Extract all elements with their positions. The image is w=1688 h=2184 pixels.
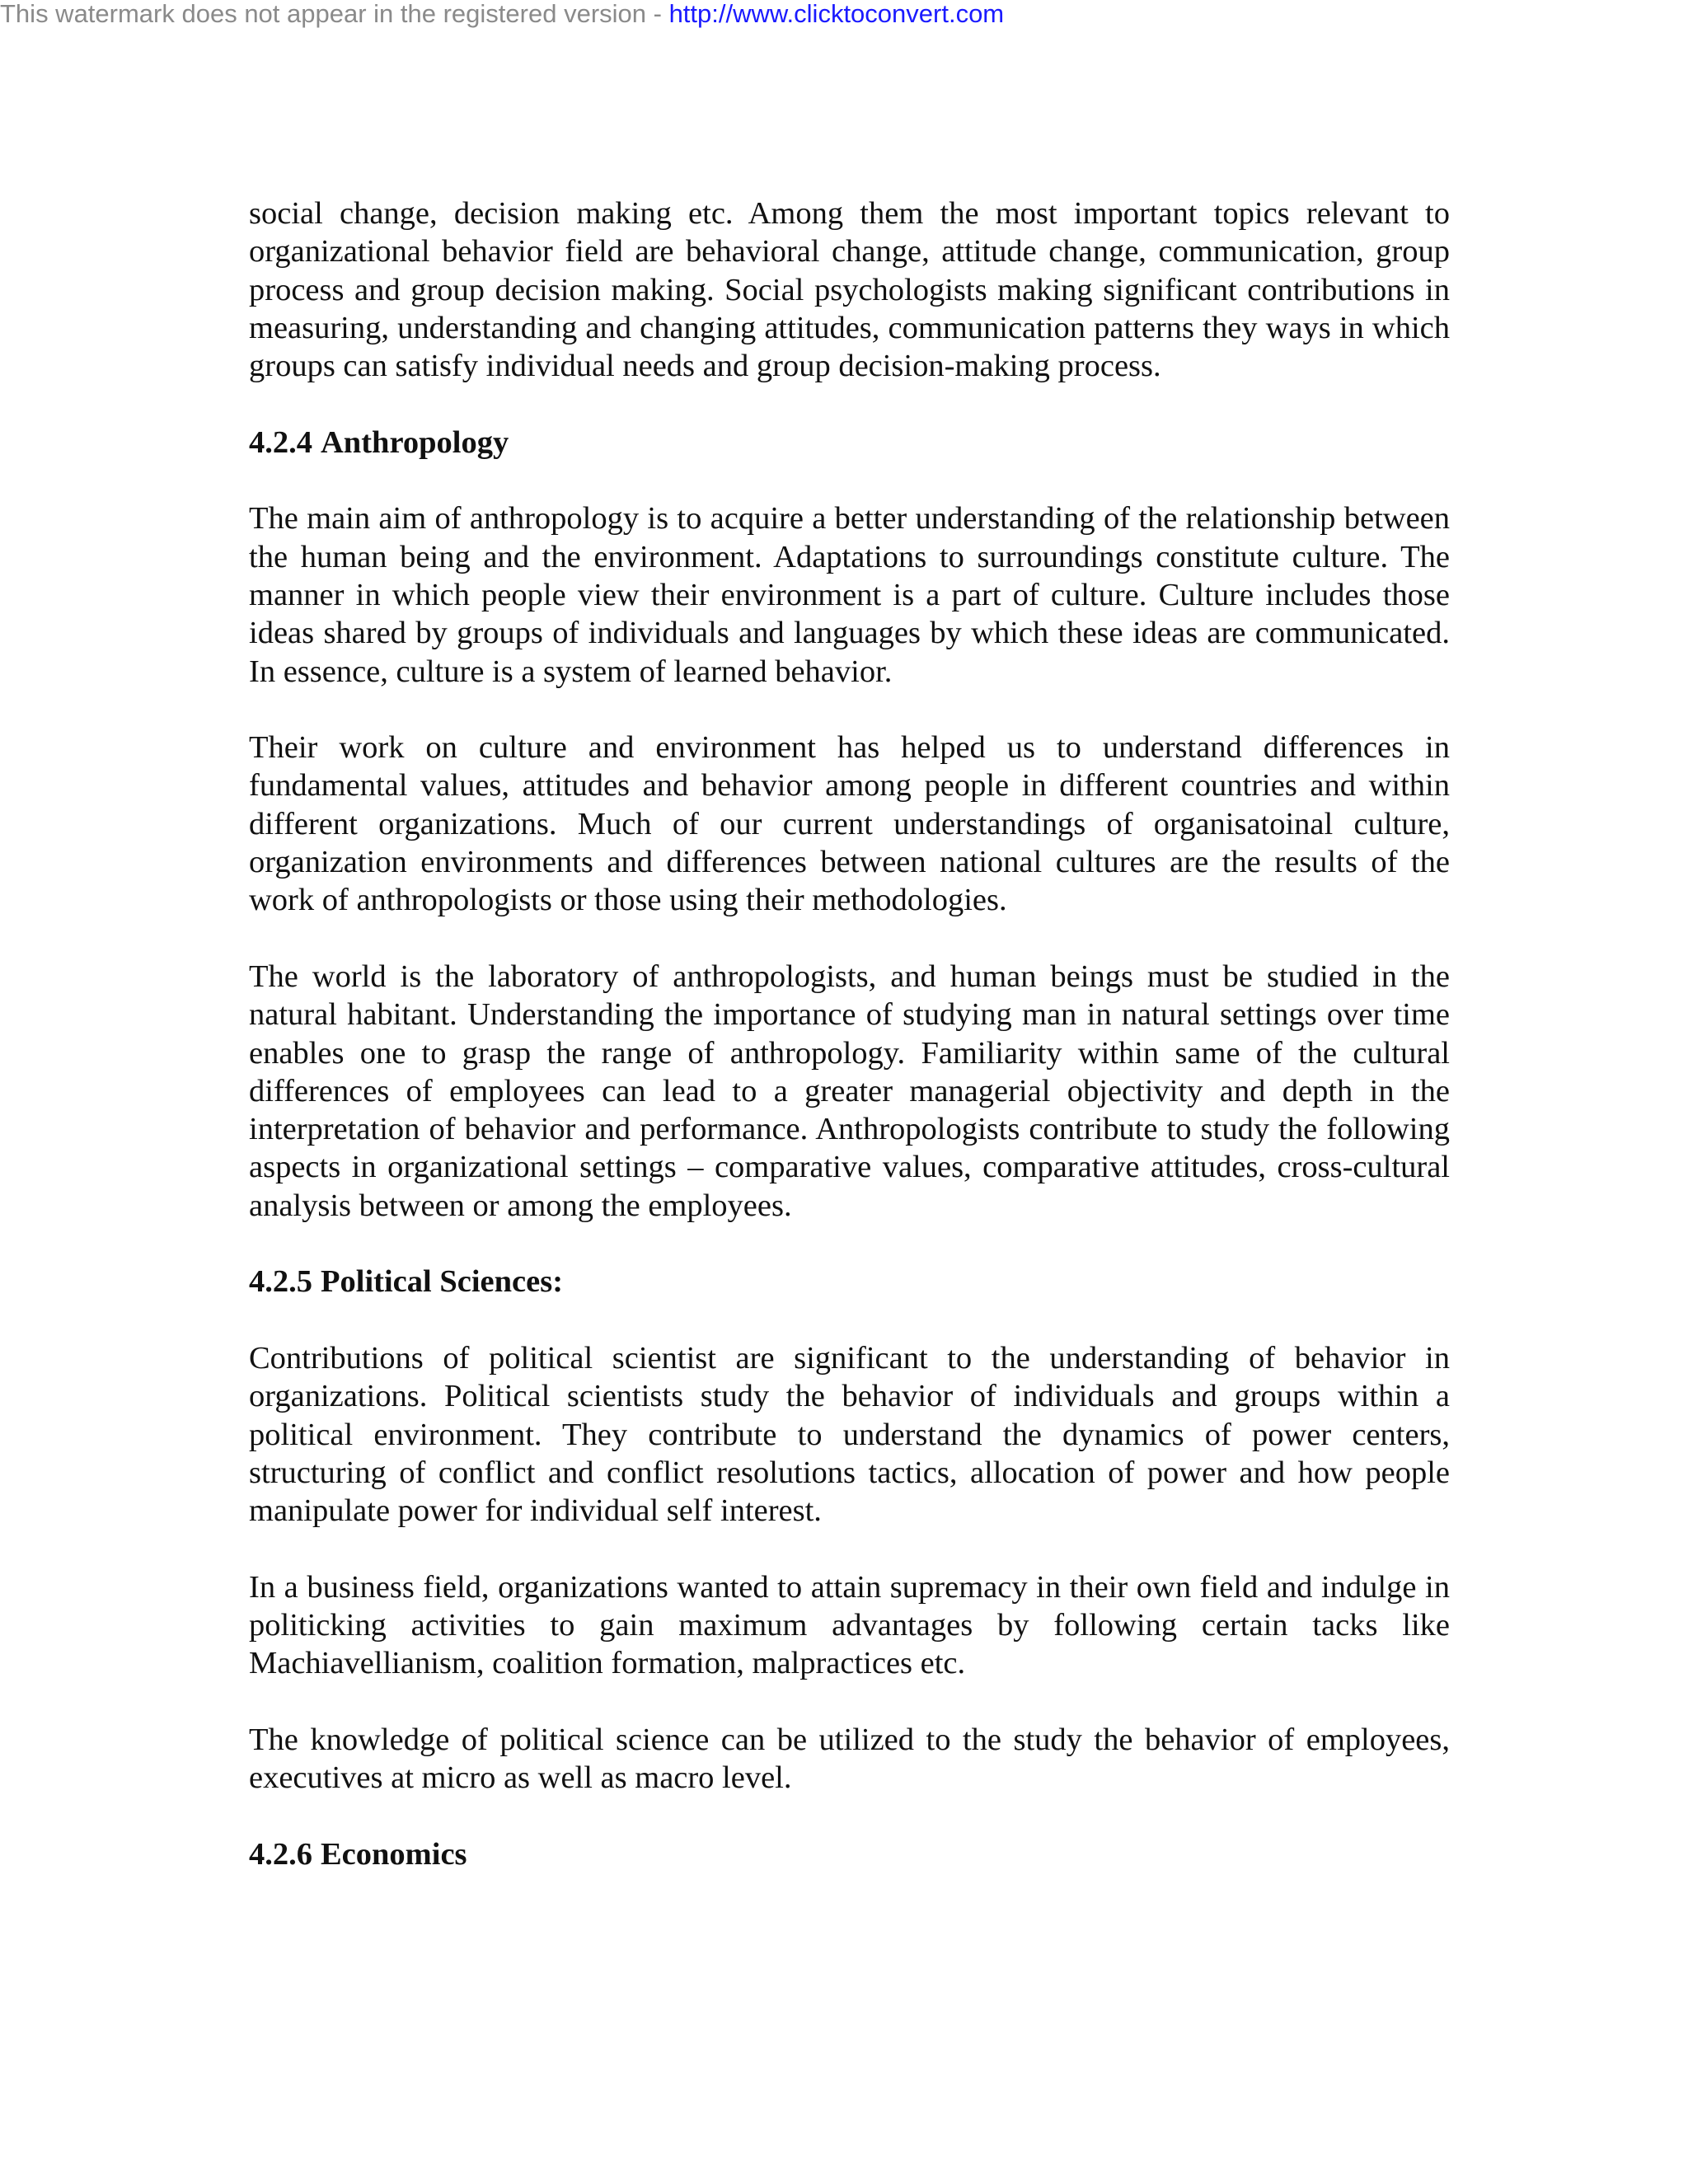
watermark-link[interactable]: http://www.clicktoconvert.com xyxy=(668,0,1005,28)
section-title: Anthropology xyxy=(321,424,509,460)
section-heading-anthropology xyxy=(249,424,1450,462)
watermark-text: This watermark does not appear in the registered version - xyxy=(0,0,669,28)
paragraph-political-business: In a business field, organizations wanted to attain supremacy in their own field and indulge in politicking activities to gain maximum advantages by following certain tacks like Machiavellianism, coalition formation, malpractices etc. xyxy=(249,1569,1450,1681)
paragraph-social-psychology: social change, decision making etc. Among them the most important topics relevant to organizational behavior field are behavioral change, attitude change, communication, group process and group decision making. Social psychologists making significant contributions in measuring, understanding and changing attitudes, communication patterns they ways in which groups can satisfy individual needs and group decision-making process. xyxy=(249,196,1450,384)
section-number: 4.2.4 xyxy=(249,424,312,460)
section-title: Economics xyxy=(321,1836,467,1872)
paragraph-anthropology-aim: The main aim of anthropology is to acquire a better understanding of the relationship between the human being and the environment. Adaptations to surroundings constitute culture. The manner in which people view their environment is a part of culture. Culture includes those ideas shared by groups of individuals and languages by which these ideas are communicated. In essence, culture is a system of learned behavior. xyxy=(249,501,1450,689)
section-number: 4.2.5 xyxy=(249,1264,312,1300)
paragraph-anthropology-laboratory: The world is the laboratory of anthropologists, and human beings must be studied in the natural habitant. Understanding the importance of studying man in natural settings over time enables one to grasp the range of anthropology. Familiarity within same of the cultural differences of employees can lead to a greater managerial objectivity and depth in the interpretation of behavior and performance. Anthropologists contribute to study the following aspects in organizational settings – comparative values, comparative attitudes, cross-cultural analysis between or among the employees. xyxy=(249,958,1450,1223)
document-page xyxy=(249,194,1450,1911)
section-heading-economics xyxy=(249,1835,1450,1873)
paragraph-anthropology-culture: Their work on culture and environment has helped us to understand differences in fundamental values, attitudes and behavior among people in different countries and within different organizations. Much of our current understandings of organisatoinal culture, organization environments and differences between national cultures are the results of the work of anthropologists or those using their methodologies. xyxy=(249,730,1450,918)
section-title: Political Sciences: xyxy=(321,1264,564,1300)
watermark-banner xyxy=(0,0,1004,28)
section-heading-political-sciences xyxy=(249,1263,1450,1301)
paragraph-political-contributions: Contributions of political scientist are significant to the understanding of behavior in organizations. Political scientists study the behavior of individuals and groups within a political environment. They contribute to understand the dynamics of power centers, structuring of conflict and conflict resolutions tactics, allocation of power and how people manipulate power for individual self interest. xyxy=(249,1340,1450,1529)
paragraph-political-knowledge: The knowledge of political science can be utilized to the study the behavior of employees, executives at micro as well as macro level. xyxy=(249,1722,1450,1796)
section-number: 4.2.6 xyxy=(249,1836,312,1872)
